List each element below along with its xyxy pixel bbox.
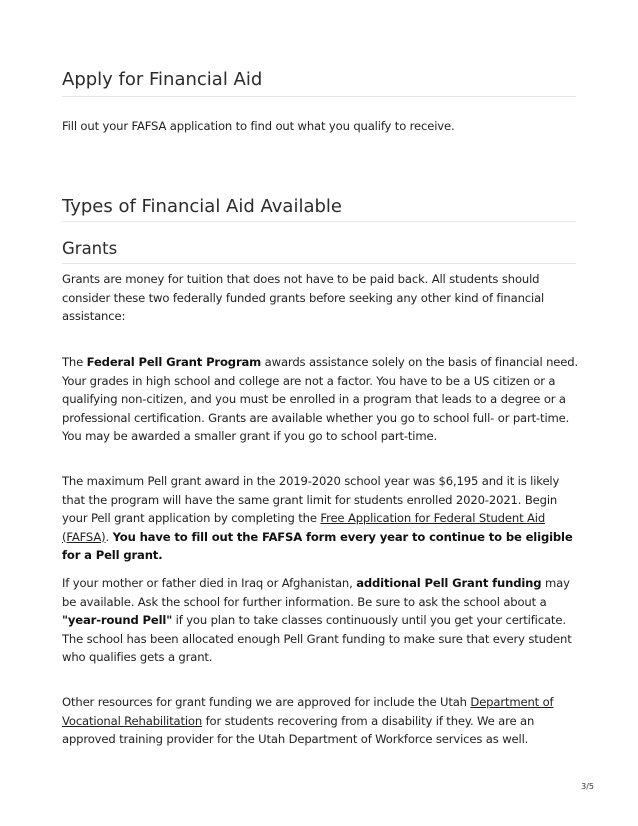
types-heading-divider: [62, 221, 576, 222]
types-heading: Types of Financial Aid Available: [62, 196, 342, 217]
pell-body: awards assistance solely on the basis of financial need. Your grades in high school and college are not a factor. You have to be a US citizen or a qualifying non-citizen, and you must be enrolled in a program that leads to a degree or a professional certification. Grants are available whether you go to school full- or part-time. You may be awarded a smaller grant if you go to school part-time.: [62, 355, 579, 443]
additional-mid: may be available. Ask the school for further information. Be sure to ask the school about a: [62, 576, 570, 609]
max-award-after-link: .: [105, 529, 113, 544]
max-award-body: The maximum Pell grant award in the 2019-2020 school year was $6,195 and it is likely that the program will have the same grant limit for students enrolled 2020-2021. Begin your Pell grant application by completing the: [62, 474, 560, 525]
additional-tail: if you plan to take classes continuously until you get your certificate. The school has been allocated enough Pell Grant funding to make sure that every student who qualifies gets a grant.: [62, 613, 572, 664]
pell-program-name: Federal Pell Grant Program: [86, 355, 262, 369]
additional-pell-paragraph: [62, 574, 580, 667]
other-lead: Other resources for grant funding we are approved for include the Utah: [62, 695, 471, 709]
apply-text: Fill out your FAFSA application to find out what you qualify to receive.: [62, 119, 455, 133]
additional-lead: If your mother or father died in Iraq or Afghanistan,: [62, 576, 357, 590]
year-round-pell-bold: "year-round Pell": [62, 613, 173, 627]
grants-heading: Grants: [62, 239, 118, 258]
apply-heading: Apply for Financial Aid: [62, 69, 263, 90]
other-resources-paragraph: [62, 693, 580, 749]
grants-intro-paragraph: Grants are money for tuition that does not have to be paid back. All students should consider these two federally funded grants before seeking any other kind of financial assistance:: [62, 272, 545, 323]
pell-lead: The: [62, 355, 87, 369]
fafsa-link[interactable]: Free Application for Federal Student Aid (FAFSA): [62, 511, 546, 544]
max-award-paragraph: [62, 472, 580, 565]
page-number: 3/5: [581, 782, 594, 791]
other-tail: for students recovering from a disability if they. We are an approved training provider for the Utah Department of Workforce services as well.: [62, 713, 535, 746]
max-award-bold-note: You have to fill out the FAFSA form every year to continue to be eligible for a Pell grant.: [62, 529, 573, 562]
additional-pell-funding-bold: additional Pell Grant funding: [356, 576, 542, 590]
grants-heading-divider: [62, 263, 576, 264]
pell-paragraph: [62, 353, 580, 446]
vocational-rehab-link[interactable]: Department of Vocational Rehabilitation: [62, 695, 554, 728]
apply-heading-divider: [62, 96, 576, 97]
